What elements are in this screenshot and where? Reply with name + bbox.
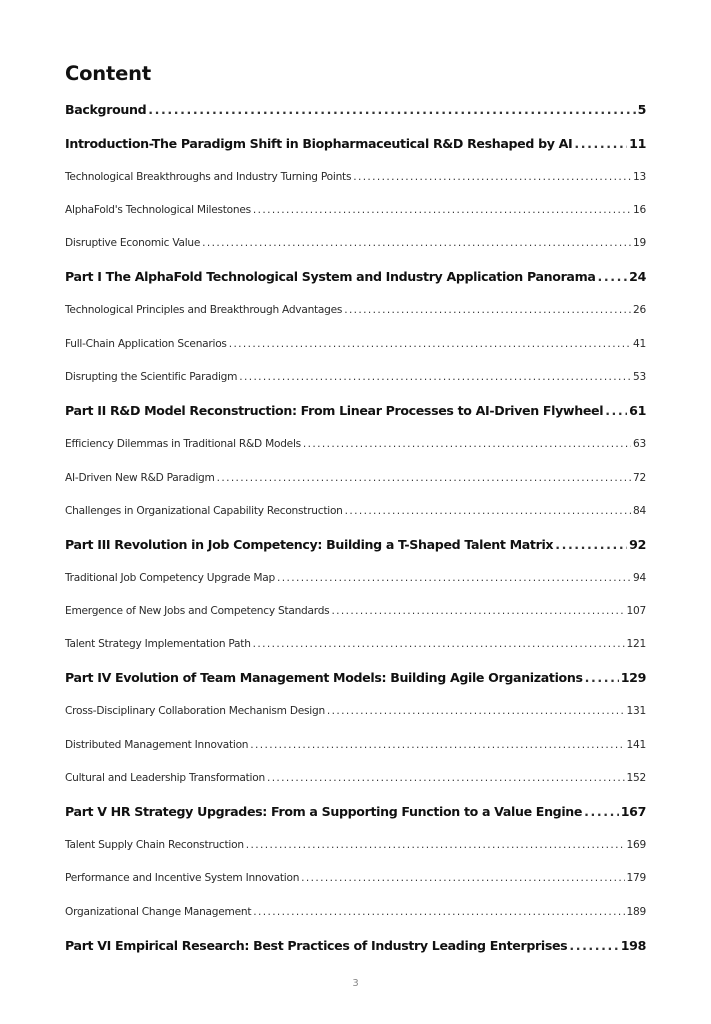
toc-entry-title: Technological Principles and Breakthrough Advantages [65,304,343,316]
toc-entry[interactable] [65,938,646,953]
dot-leader [229,338,631,350]
dot-leader [344,304,631,316]
toc-entry-title: Traditional Job Competency Upgrade Map [65,572,276,584]
toc-entry-title: Full-Chain Application Scenarios [65,338,227,350]
toc-entry-title: Cross-Disciplinary Collaboration Mechanism Design [65,705,325,717]
dot-leader [148,102,635,117]
dot-leader [253,638,625,650]
toc-entry-title: AlphaFold's Technological Milestones [65,204,251,216]
toc-entry-page: 141 [626,739,646,751]
toc-entry-title: Part IV Evolution of Team Management Models: Building Agile Organizations [65,670,583,685]
dot-leader [569,938,618,953]
toc-entry-title: Background [65,102,147,117]
toc-entry-title: Performance and Incentive System Innovation [65,872,300,884]
dot-leader [239,371,631,383]
toc-entry-title: Challenges in Organizational Capability Reconstruction [65,505,343,517]
dot-leader [217,472,631,484]
toc-entry-page: 19 [633,237,646,249]
toc-entry-title: Part III Revolution in Job Competency: Building a T-Shaped Talent Matrix [65,537,554,552]
toc-entry[interactable] [65,906,646,918]
toc-entry-title: Efficiency Dilemmas in Traditional R&D Models [65,438,301,450]
toc-entry-title: Talent Supply Chain Reconstruction [65,839,244,851]
toc-entry[interactable] [65,403,646,418]
toc-entry-title: Part VI Empirical Research: Best Practices of Industry Leading Enterprises [65,938,568,953]
toc-entry[interactable] [65,670,646,685]
toc-entry[interactable] [65,537,646,552]
toc-entry[interactable] [65,371,646,383]
toc-entry[interactable] [65,438,646,450]
dot-leader [202,237,631,249]
toc-entry-page: 26 [633,304,646,316]
toc-entry-page: 131 [626,705,646,717]
toc-entry-page: 169 [626,839,646,851]
dot-leader [555,537,627,552]
toc-entry-page: 92 [629,537,646,552]
toc-entry-title: Cultural and Leadership Transformation [65,772,265,784]
toc-entry-page: 13 [633,171,646,183]
toc-entry-title: Talent Strategy Implementation Path [65,638,251,650]
dot-leader [574,136,627,151]
toc-entry[interactable] [65,872,646,884]
toc-entry-title: Part I The AlphaFold Technological System and Industry Application Panorama [65,269,596,284]
toc-entry[interactable] [65,171,646,183]
toc-entry[interactable] [65,472,646,484]
dot-leader [353,171,631,183]
dot-leader [327,705,625,717]
dot-leader [301,872,624,884]
toc-entry-title: Introduction-The Paradigm Shift in Biopharmaceutical R&D Reshaped by AI [65,136,573,151]
toc-entry-page: 63 [633,438,646,450]
toc-entry[interactable] [65,304,646,316]
toc-entry-page: 107 [626,605,646,617]
toc-entry[interactable] [65,572,646,584]
dot-leader [253,906,624,918]
toc-entry-page: 84 [633,505,646,517]
toc-entry-page: 198 [620,938,646,953]
dot-leader [267,772,625,784]
toc-entry-title: Part II R&D Model Reconstruction: From Linear Processes to AI-Driven Flywheel [65,403,604,418]
toc-entry-page: 24 [629,269,646,284]
toc-entry-page: 167 [620,804,646,819]
toc-entry-page: 16 [633,204,646,216]
toc-entry-page: 72 [633,472,646,484]
toc-entry[interactable] [65,739,646,751]
toc-entry[interactable] [65,804,646,819]
toc-entry-title: Disruptive Economic Value [65,237,201,249]
toc-entry[interactable] [65,136,646,151]
toc-entry-page: 179 [626,872,646,884]
toc-entry-page: 189 [626,906,646,918]
toc-entry-page: 94 [633,572,646,584]
dot-leader [331,605,624,617]
toc-entry-title: Part V HR Strategy Upgrades: From a Supporting Function to a Value Engine [65,804,583,819]
dot-leader [250,739,624,751]
toc-entry[interactable] [65,338,646,350]
toc-entry[interactable] [65,102,646,117]
toc-entry-page: 41 [633,338,646,350]
dot-leader [605,403,627,418]
toc-entry-title: Distributed Management Innovation [65,739,249,751]
dot-leader [584,804,619,819]
toc-entry[interactable] [65,772,646,784]
toc-entry[interactable] [65,705,646,717]
toc-title: Content [65,62,151,85]
toc-entry[interactable] [65,269,646,284]
toc-entry-page: 121 [626,638,646,650]
toc-entry-title: Disrupting the Scientific Paradigm [65,371,238,383]
toc-entry-page: 61 [629,403,646,418]
dot-leader [598,269,628,284]
toc-entry[interactable] [65,605,646,617]
dot-leader [246,839,625,851]
dot-leader [253,204,631,216]
toc-entry-page: 129 [620,670,646,685]
toc-entry-page: 5 [637,102,646,117]
dot-leader [277,572,631,584]
toc-entry-title: AI-Driven New R&D Paradigm [65,472,215,484]
dot-leader [585,670,619,685]
dot-leader [345,505,631,517]
toc-entry-page: 152 [626,772,646,784]
toc-entry-page: 53 [633,371,646,383]
toc-entry[interactable] [65,839,646,851]
toc-entry[interactable] [65,237,646,249]
toc-entry-page: 11 [629,136,646,151]
page-number: 3 [352,978,359,989]
toc-entry[interactable] [65,204,646,216]
toc-entry-title: Technological Breakthroughs and Industry Turning Points [65,171,352,183]
toc-entry[interactable] [65,638,646,650]
toc-entry-title: Emergence of New Jobs and Competency Standards [65,605,330,617]
dot-leader [303,438,631,450]
toc-entry[interactable] [65,505,646,517]
toc-entry-title: Organizational Change Management [65,906,252,918]
